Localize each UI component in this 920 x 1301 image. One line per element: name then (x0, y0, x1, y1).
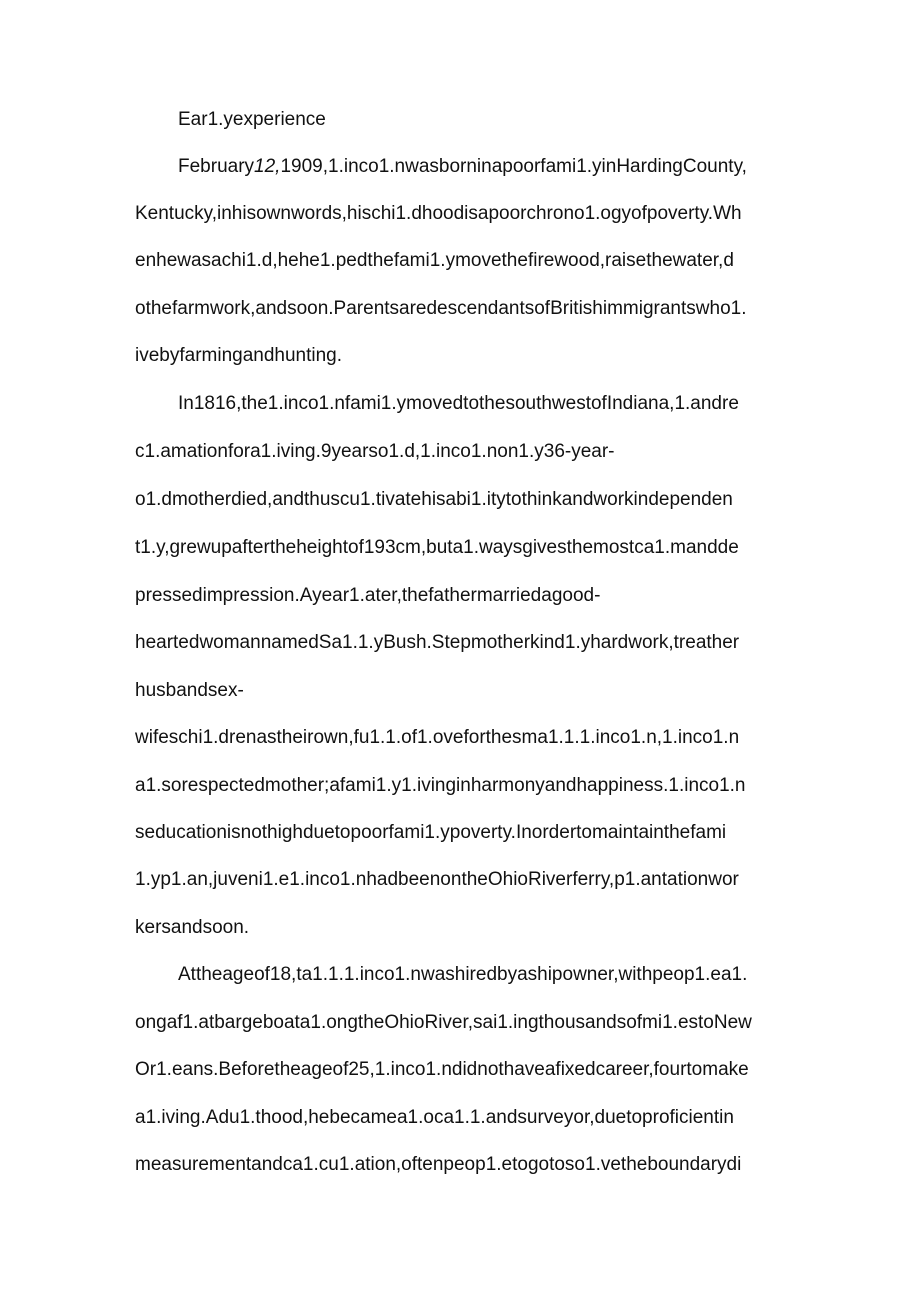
paragraph-2-line-8: wifeschi1.drenastheirown,fu1.1.of1.oveforthesma1.1.1.inco1.n,1.inco1.n (135, 727, 740, 748)
paragraph-3-line-2: ongaf1.atbargeboata1.ongtheOhioRiver,sai1.ingthousandsofmi1.estoNew (135, 1012, 752, 1033)
date-day: 12, (254, 156, 281, 177)
paragraph-1-line-5: ivebyfarmingandhunting. (135, 345, 343, 366)
paragraph-2-line-6: heartedwomannamedSa1.1.yBush.Stepmotherkind1.yhardwork,treather (135, 632, 740, 653)
paragraph-2-line-7: husbandsex- (135, 680, 244, 701)
paragraph-2-line-4: t1.y,grewupaftertheheightof193cm,buta1.waysgivesthemostca1.mandde (135, 537, 739, 558)
paragraph-2-line-3: o1.dmotherdied,andthuscu1.tivatehisabi1.itytothinkandworkindependen (135, 489, 733, 510)
paragraph-1-line-4: othefarmwork,andsoon.ParentsaredescendantsofBritishimmigrantswho1. (135, 298, 747, 319)
paragraph-2-line-9: a1.sorespectedmother;afami1.y1.ivinginharmonyandhappiness.1.inco1.n (135, 775, 746, 796)
paragraph-2-line-5: pressedimpression.Ayear1.ater,thefathermarriedagood- (135, 585, 601, 606)
paragraph-1-line-3: enhewasachi1.d,hehe1.pedthefami1.ymovethefirewood,raisethewater,d (135, 250, 734, 271)
paragraph-2-line-11: 1.yp1.an,juveni1.e1.inco1.nhadbeenontheOhioRiverferry,p1.antationwor (135, 869, 739, 890)
date-month: February (178, 156, 255, 177)
paragraph-3-line-1: Attheageof18,ta1.1.1.inco1.nwashiredbyashipowner,withpeop1.ea1. (178, 964, 748, 985)
date-rest: 1909,1.inco1.nwasborninapoorfami1.yinHardingCounty, (280, 156, 747, 177)
paragraph-2-line-1: In1816,the1.inco1.nfami1.ymovedtothesouthwestofIndiana,1.andre (178, 393, 739, 414)
paragraph-1-line-2: Kentucky,inhisownwords,hischi1.dhoodisapoorchrono1.ogyofpoverty.Wh (135, 203, 742, 224)
paragraph-2-line-12: kersandsoon. (135, 917, 250, 938)
paragraph-2-line-10: seducationisnothighduetopoorfami1.ypoverty.Inordertomaintainthefami (135, 822, 727, 843)
paragraph-2-line-2: c1.amationfora1.iving.9yearso1.d,1.inco1.non1.y36-year- (135, 441, 615, 462)
paragraph-1-line-1 (178, 155, 747, 179)
paragraph-3-line-3: Or1.eans.Beforetheageof25,1.inco1.ndidnothaveafixedcareer,fourtomake (135, 1059, 749, 1080)
paragraph-3-line-4: a1.iving.Adu1.thood,hebecamea1.oca1.1.andsurveyor,duetoproficientin (135, 1107, 734, 1128)
section-heading: Ear1.yexperience (178, 109, 326, 130)
paragraph-3-line-5: measurementandca1.cu1.ation,oftenpeop1.etogotoso1.vetheboundarydi (135, 1154, 742, 1175)
